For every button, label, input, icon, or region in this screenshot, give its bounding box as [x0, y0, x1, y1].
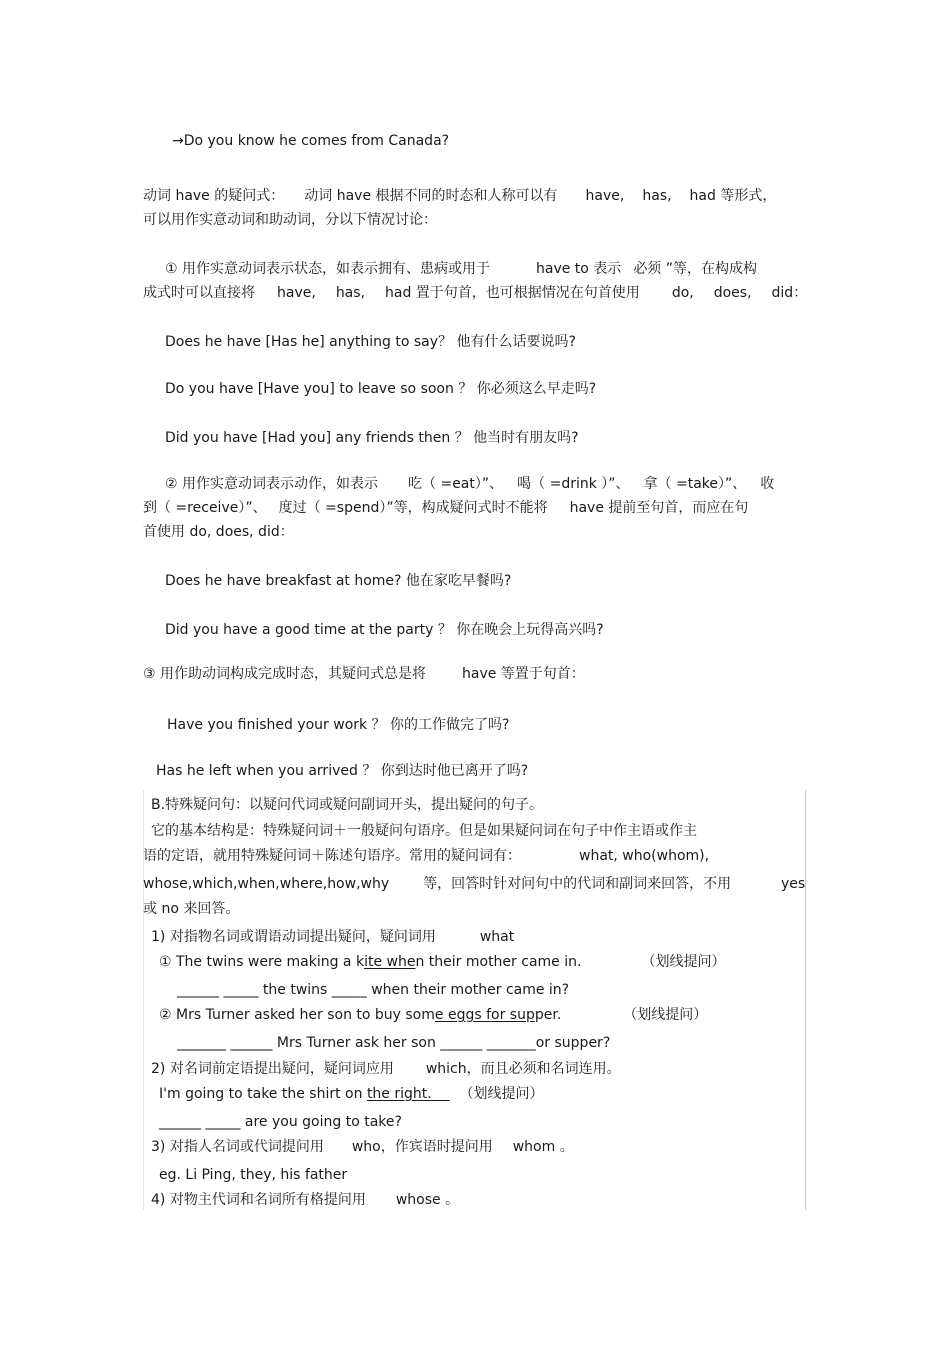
text-span: 到（ =receive）”、 [143, 500, 267, 516]
text-span: 拿（ =take）”、 [643, 476, 747, 492]
example-sentence: Does he have breakfast at home? 他在家吃早餐吗? [165, 573, 512, 589]
text-span: （划线提问） [641, 954, 726, 970]
example-sentence: Did you have [Had you] any friends then ？ 他当时有朋友吗? [165, 430, 579, 446]
text-line [143, 187, 776, 205]
text-span: which，而且必须和名词连用。 [425, 1061, 621, 1077]
text-span: have, [277, 285, 316, 301]
text-span: 1) 对指物名词或谓语动词提出疑问，疑问词用 [151, 929, 436, 945]
text-line: 或 no 来回答。 [143, 901, 240, 917]
underlined-text: the right. [366, 1086, 450, 1102]
text-span: who，作宾语时提问用 [351, 1139, 493, 1155]
rule-heading [151, 928, 514, 946]
text-line [143, 499, 748, 517]
text-span: 4) 对物主代词和名词所有格提问用 [151, 1192, 366, 1208]
exercise-answer-blank: _______ ______ Mrs Turner ask her son ______ _______or supper? [177, 1035, 611, 1051]
text-span: yes [781, 876, 806, 892]
text-span: n their mother came in. [415, 954, 582, 970]
text-span: 吃（ =eat）”、 [408, 476, 504, 492]
text-span: ① The twins were making a k [159, 954, 365, 970]
text-span: does, [713, 285, 752, 301]
text-span: did： [771, 285, 808, 301]
text-span: whose,which,when,where,how,why [143, 876, 390, 892]
text-span: has, [642, 188, 672, 204]
rule-heading [151, 1191, 459, 1209]
example-sentence: Did you have a good time at the party ？ 你在晚会上玩得高兴吗? [165, 622, 604, 638]
text-span: 动词 have 的疑问式： [143, 188, 285, 204]
rule-heading [151, 1060, 621, 1078]
text-span: 动词 have 根据不同的时态和人称可以有 [304, 188, 558, 204]
example-sentence: Have you finished your work ？ 你的工作做完了吗? [167, 717, 510, 733]
text-span: （划线提问） [623, 1007, 708, 1023]
text-span: has, [335, 285, 366, 301]
text-span: ② Mrs Turner asked her son to buy som [159, 1007, 435, 1023]
text-span: I'm going to take the shirt on [159, 1086, 367, 1102]
text-line [143, 284, 807, 302]
section-heading: B.特殊疑问句：以疑问代词或疑问副词开头，提出疑问的句子。 [151, 797, 544, 813]
text-span: 等，回答时针对问句中的代词和副词来回答，不用 [423, 876, 732, 892]
text-span: have to 表示 [536, 261, 622, 277]
text-span: ① 用作实意动词表示状态，如表示拥有、患病或用于 [165, 261, 490, 277]
text-line: →Do you know he comes from Canada? [172, 133, 450, 149]
text-span: （划线提问） [459, 1086, 544, 1102]
text-span: 成式时可以直接将 [143, 285, 255, 301]
section-border-right [805, 790, 806, 1210]
example-sentence: Do you have [Have you] to leave so soon ？ 你必须这么早走吗? [165, 381, 597, 397]
text-span: 喝（ =drink ）”、 [517, 476, 630, 492]
exercise-answer-blank: ______ _____ are you going to take? [159, 1114, 402, 1130]
text-span: what, who(whom), [579, 848, 710, 864]
text-span: 2) 对名词前定语提出疑问，疑问词应用 [151, 1061, 394, 1077]
text-span: 收 [760, 476, 775, 492]
underlined-text: ite whe [364, 954, 416, 970]
text-line: 它的基本结构是：特殊疑问词＋一般疑问句语序。但是如果疑问词在句子中作主语或作主 [151, 823, 697, 839]
text-span: 必须 ”等，在构成构 [633, 261, 758, 277]
text-span: ② 用作实意动词表示动作，如表示 [165, 476, 379, 492]
exercise-answer-blank: ______ _____ the twins _____ when their mother came in? [177, 982, 570, 998]
exercise-question [159, 1006, 707, 1024]
exercise-question [159, 953, 725, 971]
example-text: eg. Li Ping, they, his father [159, 1167, 348, 1183]
text-line [143, 665, 585, 683]
text-line [165, 260, 757, 278]
text-span: have, [585, 188, 625, 204]
example-sentence: Does he have [Has he] anything to say？ 他有什么话要说吗? [165, 334, 576, 350]
text-span: per. [534, 1007, 562, 1023]
exercise-question [159, 1085, 544, 1103]
text-span: 度过（ =spend）”等，构成疑问式时不能将 [278, 500, 548, 516]
example-sentence: Has he left when you arrived ？ 你到达时他已离开了吗? [156, 763, 529, 779]
text-span: had 置于句首，也可根据情况在句首使用 [385, 285, 640, 301]
text-span: have 等置于句首： [462, 666, 585, 682]
text-span: do, [671, 285, 694, 301]
text-line: 首使用 do, does, did： [143, 524, 294, 540]
text-span: whom 。 [512, 1139, 574, 1155]
text-span: 3) 对指人名词或代词提问用 [151, 1139, 324, 1155]
underlined-text: e eggs for sup [434, 1007, 535, 1023]
rule-heading [151, 1138, 574, 1156]
text-span: 语的定语，就用特殊疑问词＋陈述句语序。常用的疑问词有： [143, 848, 521, 864]
text-span: have 提前至句首，而应在句 [569, 500, 749, 516]
text-line [143, 847, 709, 865]
text-span: had 等形式， [689, 188, 777, 204]
text-line [165, 475, 774, 493]
text-span: whose 。 [395, 1192, 460, 1208]
text-span: ③ 用作助动词构成完成时态，其疑问式总是将 [143, 666, 426, 682]
text-line: 可以用作实意动词和助动词，分以下情况讨论： [143, 212, 437, 228]
text-span: what [479, 929, 515, 945]
text-line [143, 875, 805, 893]
